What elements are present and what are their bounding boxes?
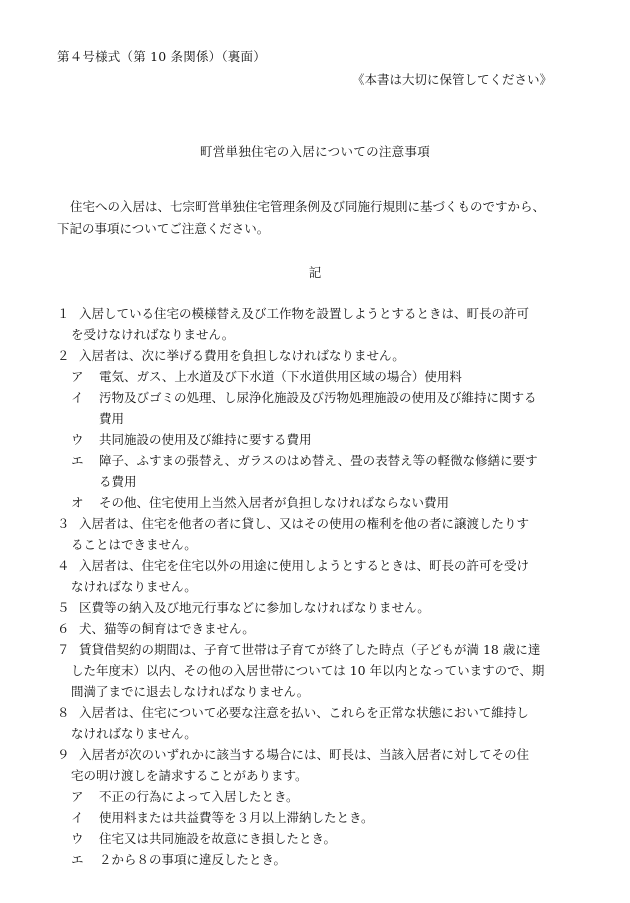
ki-heading: 記 — [308, 265, 322, 280]
sub-item-i — [57, 387, 579, 408]
sub-item-u — [57, 429, 579, 450]
sub-mark: ウ — [71, 432, 84, 447]
item-text-cont: なければなりません。 — [71, 726, 197, 741]
sub-text: 汚物及びゴミの処理、し尿浄化施設及び汚物処理施設の使用及び維持に関する — [99, 390, 537, 405]
sub-mark: ウ — [71, 831, 84, 846]
sub-text: その他、住宅使用上当然入居者が負担しなければならない費用 — [99, 495, 450, 510]
item-number: ４ — [57, 558, 70, 573]
item-number: ６ — [57, 621, 70, 636]
intro-line-1: 住宅への入居は、七宗町営単独住宅管理条例及び同施行規則に基づくものですから、 — [70, 199, 546, 214]
list-item-5 — [57, 597, 579, 618]
list-item-2 — [57, 345, 579, 513]
item-text-cont: ることはできません。 — [71, 537, 197, 552]
list-item-3 — [57, 513, 579, 555]
item-text-cont: した年度末）以内、その他の入居世帯については 10 年以内となっていますので、期 — [71, 663, 545, 678]
sub-mark: ア — [71, 369, 84, 384]
sub-item-u — [57, 828, 579, 849]
sub-text: ２から８の事項に違反したとき。 — [99, 852, 287, 867]
sub-text-cont: る費用 — [99, 474, 137, 489]
list-item-4 — [57, 555, 579, 597]
item-number: ８ — [57, 705, 70, 720]
sub-item-a — [57, 366, 579, 387]
item-text-cont: を受けなければなりません。 — [71, 327, 235, 342]
item-text: 入居者は、住宅を他者の者に貸し、又はその使用の権利を他の者に譲渡したりす — [79, 516, 530, 531]
list-item-7 — [57, 639, 579, 702]
item-text: 入居者が次のいずれかに該当する場合には、町長は、当該入居者に対してその住 — [79, 747, 530, 762]
sub-item-i — [57, 807, 579, 828]
item-number: ９ — [57, 747, 70, 762]
item-number: ５ — [57, 600, 70, 615]
sub-item-o — [57, 492, 579, 513]
sub-item-a — [57, 786, 579, 807]
list-item-9 — [57, 744, 579, 870]
item-text: 入居している住宅の模様替え及び工作物を設置しようとするときは、町長の許可 — [79, 306, 530, 321]
sub-mark: イ — [71, 810, 84, 825]
sub-text: 共同施設の使用及び維持に要する費用 — [99, 432, 312, 447]
sub-text: 不正の行為によって入居したとき。 — [99, 789, 299, 804]
intro-paragraph — [57, 196, 577, 240]
sub-mark: エ — [71, 453, 84, 468]
item-text: 犬、猫等の飼育はできません。 — [79, 621, 255, 636]
sub-text: 住宅又は共同施設を故意にき損したとき。 — [99, 831, 337, 846]
item-text: 区費等の納入及び地元行事などに参加しなければなりません。 — [79, 600, 430, 615]
document-title: 町営単独住宅の入居についての注意事項 — [199, 144, 431, 159]
item-text-cont: 宅の明け渡しを請求することがあります。 — [71, 768, 308, 783]
list-item-8 — [57, 702, 579, 744]
sub-text-cont: 費用 — [99, 411, 125, 426]
list-item-1 — [57, 303, 579, 345]
item-number: ７ — [57, 642, 70, 657]
item-list — [57, 303, 579, 870]
list-item-6 — [57, 618, 579, 639]
sub-text: 使用料または共益費等を３月以上滞納したとき。 — [99, 810, 374, 825]
sub-item-e — [57, 450, 579, 471]
sub-mark: オ — [71, 495, 84, 510]
item-text-cont: なければなりません。 — [71, 579, 197, 594]
item-text: 賃貸借契約の期間は、子育て世帯は子育てが終了した時点（子どもが満 18 歳に達 — [79, 642, 541, 657]
item-text-cont: 間満了までに退去しなければなりません。 — [71, 684, 310, 699]
item-number: ３ — [57, 516, 70, 531]
item-text: 入居者は、次に挙げる費用を負担しなければなりません。 — [79, 348, 405, 363]
sub-text: 障子、ふすまの張替え、ガラスのはめ替え、畳の表替え等の軽微な修繕に要す — [99, 453, 538, 468]
form-number: 第４号様式（第 10 条関係）（裏面） — [57, 49, 266, 64]
sub-item-e — [57, 849, 579, 870]
sub-mark: ア — [71, 789, 84, 804]
item-number: １ — [57, 306, 70, 321]
sub-mark: イ — [71, 390, 84, 405]
item-number: ２ — [57, 348, 70, 363]
sub-mark: エ — [71, 852, 84, 867]
item-text: 入居者は、住宅について必要な注意を払い、これらを正常な状態において維持し — [79, 705, 529, 720]
intro-line-2: 下記の事項についてご注意ください。 — [57, 221, 270, 236]
item-text: 入居者は、住宅を住宅以外の用途に使用しようとするときは、町長の許可を受け — [79, 558, 530, 573]
sub-text: 電気、ガス、上水道及び下水道（下水道供用区域の場合）使用料 — [99, 369, 462, 384]
keep-notice: 《本書は大切に保管してください》 — [351, 72, 552, 87]
